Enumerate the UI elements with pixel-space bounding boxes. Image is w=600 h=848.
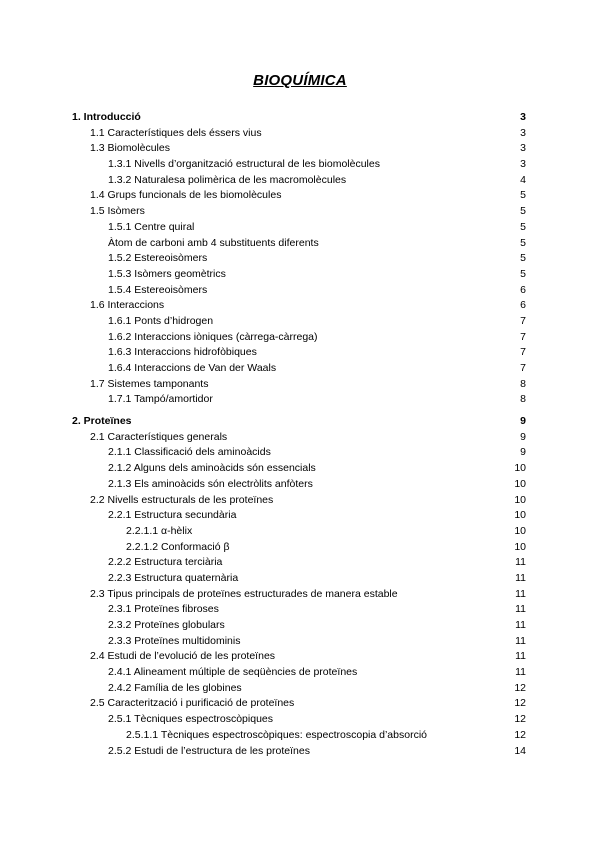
toc-chapter-entry[interactable] bbox=[0, 110, 600, 126]
toc-entry[interactable] bbox=[0, 330, 600, 346]
toc-entry-label: 1.6.3 Interaccions hidrofòbiques bbox=[108, 346, 257, 359]
toc-entry-label: 1.5.3 Isòmers geomètrics bbox=[108, 267, 226, 280]
toc-entry[interactable] bbox=[0, 508, 600, 524]
toc-entry[interactable] bbox=[0, 681, 600, 697]
toc-entry-label: 1.5.1 Centre quiral bbox=[108, 220, 195, 233]
toc-entry-page-number: 8 bbox=[520, 393, 526, 406]
toc-entry-page-number: 9 bbox=[520, 430, 526, 443]
toc-entry[interactable] bbox=[0, 618, 600, 634]
toc-entry[interactable] bbox=[0, 430, 600, 446]
toc-entry-label: 2.1.2 Alguns dels aminoàcids són essencials bbox=[108, 462, 316, 475]
toc-entry-page-number: 12 bbox=[514, 728, 526, 741]
toc-entry-label: 2.5.2 Estudi de l’estructura de les proteïnes bbox=[108, 744, 310, 757]
toc-entry-page-number: 7 bbox=[520, 346, 526, 359]
toc-chapter-entry[interactable] bbox=[0, 414, 600, 430]
toc-entry[interactable] bbox=[0, 141, 600, 157]
toc-entry[interactable] bbox=[0, 173, 600, 189]
toc-entry[interactable] bbox=[0, 267, 600, 283]
toc-entry-page-number: 5 bbox=[520, 189, 526, 202]
toc-entry-page-number: 11 bbox=[515, 634, 526, 647]
toc-entry[interactable] bbox=[0, 493, 600, 509]
toc-entry-label: 2.1.3 Els aminoàcids són electròlits anfòters bbox=[108, 477, 313, 490]
toc-entry-page-number: 6 bbox=[520, 283, 526, 296]
toc-entry-page-number: 5 bbox=[520, 220, 526, 233]
toc-entry[interactable] bbox=[0, 361, 600, 377]
toc-entry-label: 1.7 Sistemes tamponants bbox=[90, 377, 209, 390]
toc-entry-label: 2.1 Característiques generals bbox=[90, 430, 228, 443]
toc-entry-page-number: 12 bbox=[514, 681, 526, 694]
toc-entry[interactable] bbox=[0, 345, 600, 361]
toc-entry[interactable] bbox=[0, 298, 600, 314]
toc-entry-label: 2.3.2 Proteïnes globulars bbox=[108, 619, 225, 631]
toc-entry-page-number: 3 bbox=[520, 126, 526, 139]
toc-entry-page-number: 5 bbox=[520, 236, 526, 249]
toc-entry-page-number: 11 bbox=[515, 556, 526, 569]
toc-entry[interactable] bbox=[0, 634, 600, 650]
toc-entry-page-number: 3 bbox=[520, 142, 526, 155]
toc-entry[interactable] bbox=[0, 283, 600, 299]
toc-entry-label: 2.3.3 Proteïnes multidominis bbox=[108, 634, 241, 647]
toc-entry-page-number: 11 bbox=[515, 666, 526, 679]
toc-entry-page-number: 7 bbox=[520, 314, 526, 327]
toc-entry-label: 2.3.1 Proteïnes fibroses bbox=[108, 603, 219, 616]
toc-entry-label: 2.1.1 Classificació dels aminoàcids bbox=[108, 446, 271, 459]
toc-entry-label: 1.5 Isòmers bbox=[90, 205, 145, 218]
toc-entry-page-number: 6 bbox=[520, 299, 526, 312]
toc-entry-page-number: 5 bbox=[520, 267, 526, 280]
toc-entry[interactable] bbox=[0, 587, 600, 603]
toc-entry[interactable] bbox=[0, 712, 600, 728]
toc-entry-page-number: 11 bbox=[515, 603, 526, 616]
toc-entry-label: 1.3.1 Nivells d’organització estructural de les biomolècules bbox=[108, 158, 380, 171]
toc-entry-label: Àtom de carboni amb 4 substituents diferents bbox=[108, 236, 319, 249]
toc-entry-page-number: 9 bbox=[520, 415, 526, 428]
toc-entry-page-number: 10 bbox=[514, 493, 526, 506]
toc-entry-page-number: 10 bbox=[514, 540, 526, 553]
toc-entry-label: 1.6.4 Interaccions de Van der Waals bbox=[108, 362, 277, 374]
toc-entry[interactable] bbox=[0, 571, 600, 587]
toc-entry-page-number: 10 bbox=[514, 477, 526, 490]
toc-entry-label: 1.6.2 Interaccions iòniques (càrrega-càrrega) bbox=[108, 330, 318, 343]
toc-entry-label: 1.7.1 Tampó/amortidor bbox=[108, 393, 213, 406]
toc-entry[interactable] bbox=[0, 649, 600, 665]
toc-entry-page-number: 11 bbox=[515, 587, 526, 600]
toc-entry-label: 2.2.3 Estructura quaternària bbox=[108, 571, 239, 584]
toc-entry[interactable] bbox=[0, 524, 600, 540]
toc-entry-label: 1. Introducció bbox=[72, 111, 141, 123]
toc-entry-label: 1.3 Biomolècules bbox=[90, 142, 170, 155]
toc-entry-page-number: 14 bbox=[514, 744, 526, 757]
toc-entry-page-number: 7 bbox=[520, 362, 526, 374]
toc-entry[interactable] bbox=[0, 204, 600, 220]
toc-entry-label: 2.2 Nivells estructurals de les proteïnes bbox=[90, 493, 274, 506]
toc-entry-label: 2.5.1 Tècniques espectroscòpiques bbox=[108, 713, 273, 726]
toc-entry-page-number: 11 bbox=[515, 650, 526, 663]
toc-entry-label: 2.4 Estudi de l’evolució de les proteïnes bbox=[90, 650, 276, 663]
toc-entry[interactable] bbox=[0, 236, 600, 252]
toc-entry-page-number: 10 bbox=[514, 509, 526, 522]
toc-entry-label: 2.5 Caracterització i purificació de proteïnes bbox=[90, 697, 295, 710]
toc-entry-label: 2.2.1.2 Conformació β bbox=[126, 540, 230, 553]
toc-entry-page-number: 9 bbox=[520, 446, 526, 459]
toc-entry[interactable] bbox=[0, 602, 600, 618]
toc-entry[interactable] bbox=[0, 744, 600, 760]
toc-entry-label: 2.4.2 Família de les globines bbox=[108, 681, 242, 694]
toc-entry-label: 1.6 Interaccions bbox=[90, 299, 165, 312]
toc-entry-label: 2.2.1.1 α-hèlix bbox=[126, 524, 193, 537]
toc-entry-page-number: 12 bbox=[514, 713, 526, 726]
toc-entry-page-number: 12 bbox=[514, 697, 526, 710]
toc-entry-page-number: 3 bbox=[520, 158, 526, 171]
toc-entry[interactable] bbox=[0, 392, 600, 408]
toc-entry[interactable] bbox=[0, 188, 600, 204]
toc-entry-page-number: 10 bbox=[514, 462, 526, 475]
toc-entry[interactable] bbox=[0, 157, 600, 173]
toc-entry-label: 1.4 Grups funcionals de les biomolècules bbox=[90, 189, 282, 202]
toc-entry-label: 2.2.1 Estructura secundària bbox=[108, 509, 237, 522]
toc-entry[interactable] bbox=[0, 251, 600, 267]
table-of-contents bbox=[0, 110, 600, 759]
toc-entry[interactable] bbox=[0, 126, 600, 142]
toc-entry-label: 2.5.1.1 Tècniques espectroscòpiques: espectroscopia d’absorció bbox=[126, 728, 427, 741]
toc-entry-label: 2.2.2 Estructura terciària bbox=[108, 556, 223, 569]
toc-entry-page-number: 11 bbox=[515, 619, 526, 631]
document-title: BIOQUÍMICA bbox=[253, 72, 347, 89]
toc-entry-page-number: 11 bbox=[515, 571, 526, 584]
toc-entry[interactable] bbox=[0, 314, 600, 330]
toc-entry-page-number: 10 bbox=[514, 524, 526, 537]
toc-entry-label: 1.3.2 Naturalesa polimèrica de les macromolècules bbox=[108, 173, 347, 186]
toc-entry-page-number: 7 bbox=[520, 330, 526, 343]
toc-entry-label: 2. Proteïnes bbox=[72, 415, 132, 428]
toc-entry[interactable] bbox=[0, 220, 600, 236]
toc-entry[interactable] bbox=[0, 445, 600, 461]
toc-entry-page-number: 3 bbox=[520, 111, 526, 123]
toc-entry-label: 2.3 Tipus principals de proteïnes estructurades de manera estable bbox=[90, 587, 398, 600]
toc-entry[interactable] bbox=[0, 477, 600, 493]
toc-entry[interactable] bbox=[0, 728, 600, 744]
toc-entry[interactable] bbox=[0, 540, 600, 556]
toc-entry-label: 1.5.2 Estereoisòmers bbox=[108, 252, 208, 265]
toc-entry[interactable] bbox=[0, 377, 600, 393]
toc-entry-label: 1.5.4 Estereoisòmers bbox=[108, 283, 208, 296]
toc-entry-page-number: 4 bbox=[520, 173, 526, 186]
toc-entry-label: 2.4.1 Alineament múltiple de seqüències de proteïnes bbox=[108, 666, 358, 679]
toc-entry[interactable] bbox=[0, 555, 600, 571]
toc-entry-page-number: 8 bbox=[520, 377, 526, 390]
toc-entry-label: 1.1 Característiques dels éssers vius bbox=[90, 126, 262, 139]
toc-entry[interactable] bbox=[0, 665, 600, 681]
toc-entry[interactable] bbox=[0, 696, 600, 712]
toc-entry-page-number: 5 bbox=[520, 205, 526, 218]
toc-entry[interactable] bbox=[0, 461, 600, 477]
toc-entry-page-number: 5 bbox=[520, 252, 526, 265]
toc-entry-label: 1.6.1 Ponts d’hidrogen bbox=[108, 314, 214, 327]
